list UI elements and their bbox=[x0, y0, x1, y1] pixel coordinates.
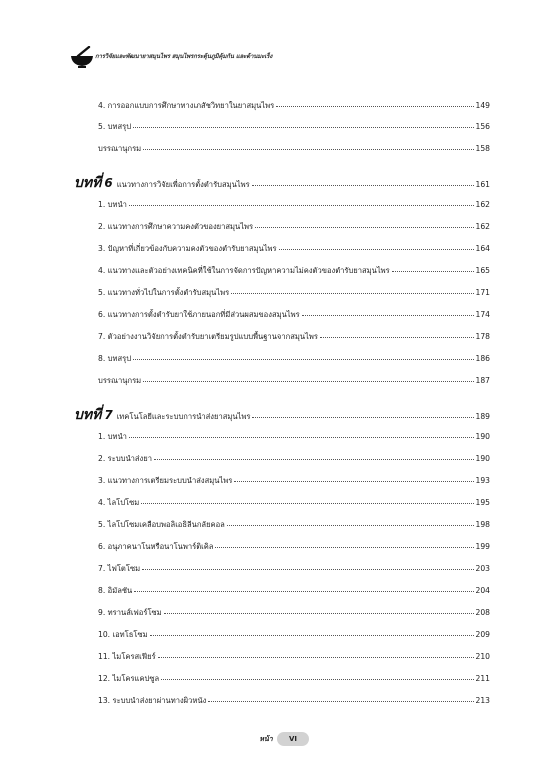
entry-label: 3. แนวทางการเตรียมระบบนำส่งสมุนไพร bbox=[98, 476, 233, 485]
toc-entry bbox=[98, 695, 490, 707]
dot-leader bbox=[227, 525, 474, 526]
chapter-entry bbox=[74, 172, 490, 194]
toc-entry bbox=[98, 375, 490, 387]
page-ref: 213 bbox=[475, 696, 490, 705]
dot-leader bbox=[158, 657, 474, 658]
toc-entry bbox=[98, 541, 490, 553]
chapter-word: บทที่ bbox=[74, 175, 102, 191]
toc-entry bbox=[98, 199, 490, 211]
chapter-entry bbox=[74, 404, 490, 426]
dot-leader bbox=[141, 503, 473, 504]
header-title: การวิจัยและพัฒนายาสมุนไพร สมุนไพรกระตุ้นภูมิคุ้มกัน และต้านมะเร็ง bbox=[95, 53, 273, 60]
dot-leader bbox=[279, 249, 474, 250]
toc-entry bbox=[98, 353, 490, 365]
page-ref: 198 bbox=[475, 520, 490, 529]
dot-leader bbox=[164, 613, 474, 614]
dot-leader bbox=[129, 437, 474, 438]
dot-leader bbox=[252, 417, 473, 418]
entry-label: 8. อิมัลชัน bbox=[98, 586, 133, 595]
entry-label: 5. บทสรุป bbox=[98, 122, 132, 131]
mortar-bowl-icon bbox=[70, 46, 94, 68]
chapter-word: บทที่ bbox=[74, 407, 102, 423]
page-ref: 210 bbox=[475, 652, 490, 661]
entry-label: 9. ทรานส์เฟอร์โซม bbox=[98, 608, 162, 617]
entry-label: 3. ปัญหาที่เกี่ยวข้องกับความคงตัวของตำรับยาสมุนไพร bbox=[98, 244, 277, 253]
dot-leader bbox=[252, 185, 474, 186]
dot-leader bbox=[302, 315, 474, 316]
entry-label: 10. เอทโธโซม bbox=[98, 630, 148, 639]
toc-entry bbox=[98, 651, 490, 663]
chapter-number: 7 bbox=[104, 408, 113, 422]
dot-leader bbox=[234, 481, 473, 482]
entry-label: บรรณานุกรม bbox=[98, 376, 142, 385]
dot-leader bbox=[215, 547, 473, 548]
dot-leader bbox=[143, 381, 473, 382]
entry-label: 6. อนุภาคนาโนหรือนาโนพาร์ติเคิล bbox=[98, 542, 214, 551]
page-ref: 190 bbox=[475, 454, 490, 463]
running-header bbox=[70, 44, 510, 70]
dot-leader bbox=[231, 293, 473, 294]
entry-label: 13. ระบบนำส่งยาผ่านทางผิวหนัง bbox=[98, 696, 207, 705]
entry-label: 6. แนวทางการตั้งตำรับยาใช้ภายนอกที่มีส่วนผสมของสมุนไพร bbox=[98, 310, 300, 319]
entry-label: 7. ตัวอย่างงานวิจัยการตั้งตำรับยาเตรียมรูปแบบพื้นฐานจากสมุนไพร bbox=[98, 332, 318, 341]
page-ref: 195 bbox=[475, 498, 490, 507]
toc-entry bbox=[98, 563, 490, 575]
dot-leader bbox=[129, 205, 474, 206]
dot-leader bbox=[143, 149, 473, 150]
entry-label: 5. แนวทางทั่วไปในการตั้งตำรับสมุนไพร bbox=[98, 288, 230, 297]
page-ref: 190 bbox=[475, 432, 490, 441]
toc-entry bbox=[98, 585, 490, 597]
toc-entry bbox=[98, 121, 490, 133]
entry-label: 4. ไลโปโซม bbox=[98, 498, 140, 507]
dot-leader bbox=[134, 591, 473, 592]
toc-entry bbox=[98, 143, 490, 155]
page-ref: 204 bbox=[475, 586, 490, 595]
toc-entry bbox=[98, 243, 490, 255]
dot-leader bbox=[208, 701, 473, 702]
toc-entry bbox=[98, 331, 490, 343]
entry-label: 2. แนวทางการศึกษาความคงตัวของยาสมุนไพร bbox=[98, 222, 254, 231]
page-ref: 161 bbox=[475, 180, 490, 189]
entry-label: 4. การออกแบบการศึกษาทางเภสัชวิทยาในยาสมุนไพร bbox=[98, 101, 275, 110]
toc-entry bbox=[98, 453, 490, 465]
toc-entry bbox=[98, 431, 490, 443]
dot-leader bbox=[392, 271, 474, 272]
page-ref: 178 bbox=[475, 332, 490, 341]
entry-label: 1. บทนำ bbox=[98, 432, 127, 441]
entry-label: 1. บทนำ bbox=[98, 200, 127, 209]
toc-entry bbox=[98, 100, 490, 112]
page-ref: 187 bbox=[475, 376, 490, 385]
page-ref: 164 bbox=[475, 244, 490, 253]
toc-entry bbox=[98, 287, 490, 299]
page-footer bbox=[255, 731, 311, 747]
dot-leader bbox=[255, 227, 473, 228]
page-ref: 149 bbox=[475, 101, 490, 110]
page-ref: 203 bbox=[475, 564, 490, 573]
chapter-number: 6 bbox=[104, 176, 113, 190]
page-ref: 208 bbox=[475, 608, 490, 617]
entry-label: 4. แนวทางและตัวอย่างเทคนิคที่ใช้ในการจัดการปัญหาความไม่คงตัวของตำรับยาสมุนไพร bbox=[98, 266, 390, 275]
chapter-title: แนวทางการวิจัยเพื่อการตั้งตำรับสมุนไพร bbox=[116, 180, 250, 189]
toc-entry bbox=[98, 497, 490, 509]
page-ref: 165 bbox=[475, 266, 490, 275]
toc-entry bbox=[98, 309, 490, 321]
entry-label: 7. ไฟโตโซม bbox=[98, 564, 141, 573]
toc-entry bbox=[98, 673, 490, 685]
entry-label bbox=[74, 172, 250, 194]
page-ref: 209 bbox=[475, 630, 490, 639]
dot-leader bbox=[133, 127, 473, 128]
toc-entry bbox=[98, 221, 490, 233]
chapter-title: เทคโนโลยีและระบบการนำส่งยาสมุนไพร bbox=[116, 412, 251, 421]
toc-entry bbox=[98, 629, 490, 641]
page-ref: 162 bbox=[475, 200, 490, 209]
page-number-badge: VI bbox=[277, 732, 309, 746]
dot-leader bbox=[142, 569, 473, 570]
page-ref: 199 bbox=[475, 542, 490, 551]
page-ref: 156 bbox=[475, 122, 490, 131]
entry-label: 12. ไมโครแคปซูล bbox=[98, 674, 160, 683]
dot-leader bbox=[161, 679, 473, 680]
entry-label: 8. บทสรุป bbox=[98, 354, 132, 363]
page-ref: 158 bbox=[475, 144, 490, 153]
toc-entry bbox=[98, 519, 490, 531]
dot-leader bbox=[154, 459, 474, 460]
page-word: หน้า bbox=[259, 735, 273, 743]
dot-leader bbox=[276, 106, 473, 107]
page-ref: 211 bbox=[475, 674, 490, 683]
entry-label: บรรณานุกรม bbox=[98, 144, 142, 153]
dot-leader bbox=[150, 635, 474, 636]
toc-entry bbox=[98, 475, 490, 487]
entry-label: 2. ระบบนำส่งยา bbox=[98, 454, 152, 463]
page-ref: 171 bbox=[475, 288, 490, 297]
entry-label: 5. ไลโปโซมเคลือบพอลิเอธิลีนกลัยคอล bbox=[98, 520, 225, 529]
page-ref: 162 bbox=[475, 222, 490, 231]
dot-leader bbox=[320, 337, 474, 338]
toc-entry bbox=[98, 607, 490, 619]
page-ref: 186 bbox=[475, 354, 490, 363]
entry-label bbox=[74, 404, 250, 426]
page-ref: 174 bbox=[475, 310, 490, 319]
dot-leader bbox=[133, 359, 473, 360]
toc-entry bbox=[98, 265, 490, 277]
page-ref: 193 bbox=[475, 476, 490, 485]
page-ref: 189 bbox=[475, 412, 490, 421]
entry-label: 11. ไมโครสเฟียร์ bbox=[98, 652, 156, 661]
